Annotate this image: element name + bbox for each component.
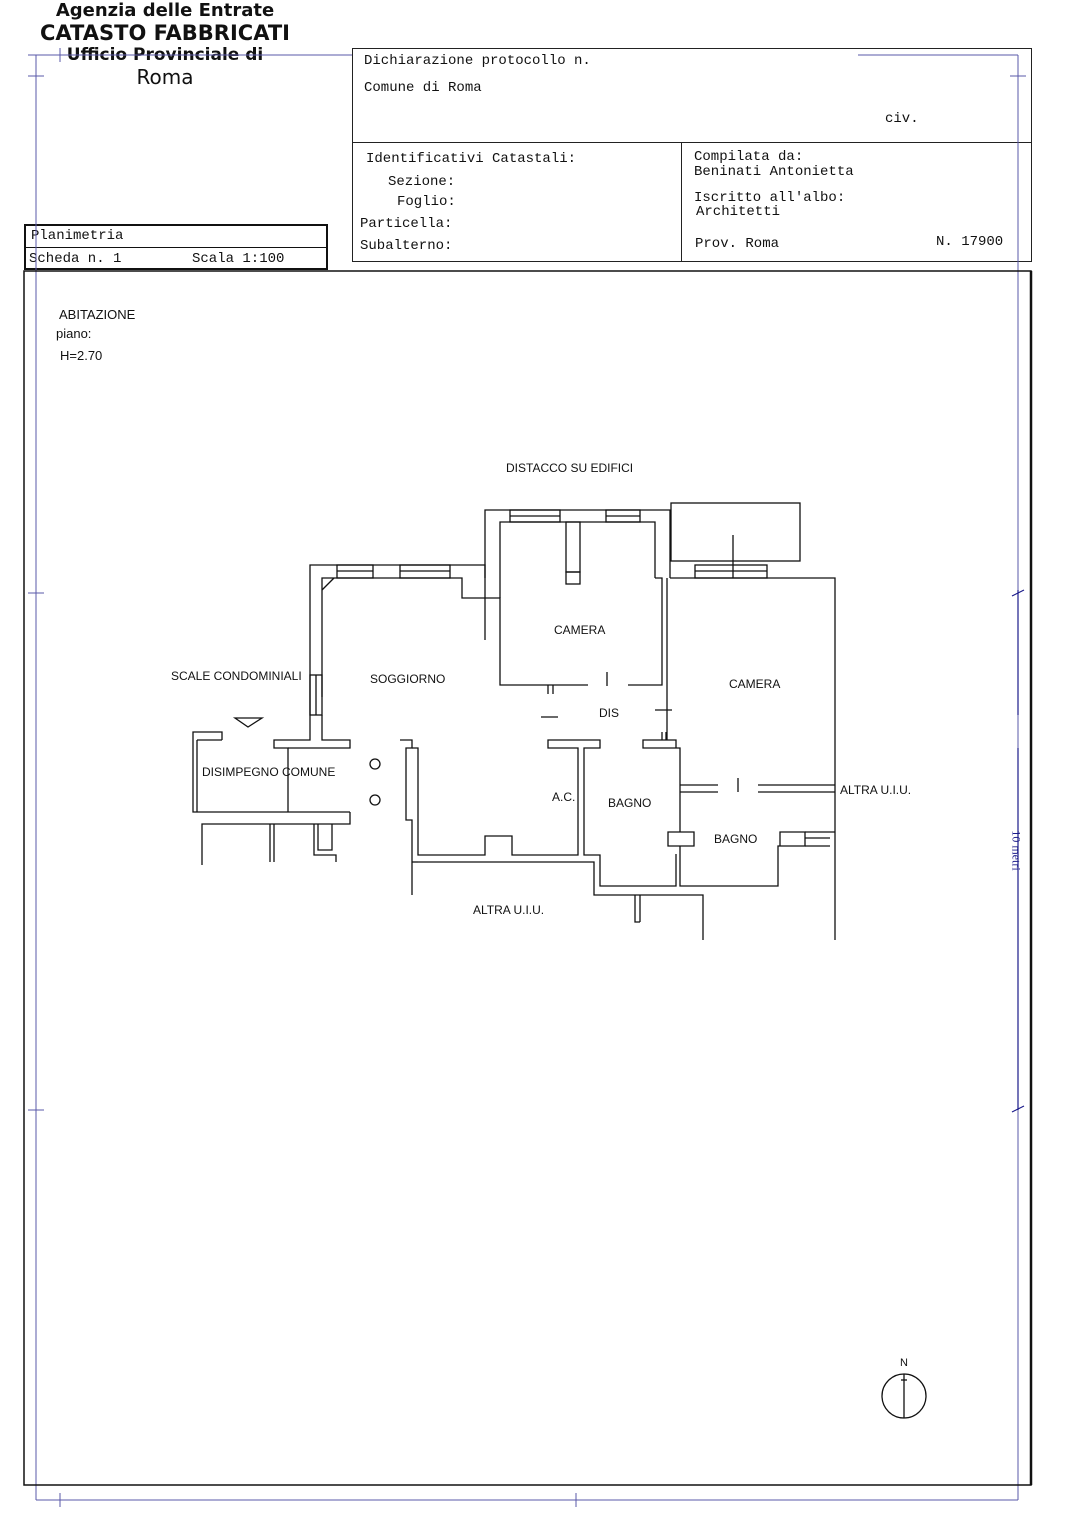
- ufficio-label: Ufficio Provinciale di: [66, 45, 264, 65]
- floor-label: piano:: [56, 326, 92, 341]
- plan-title: ABITAZIONE: [59, 307, 136, 322]
- ceiling-height: H=2.70: [60, 348, 103, 363]
- sezione-label: Sezione:: [388, 174, 456, 190]
- compilata-label: Compilata da:: [694, 149, 804, 165]
- agency-name: Agenzia delle Entrate: [55, 0, 275, 21]
- ufficio-city: Roma: [136, 65, 194, 89]
- particella-label: Particella:: [360, 216, 453, 232]
- room-ac: A.C.: [552, 790, 576, 804]
- north-label: N: [900, 1357, 908, 1369]
- protocol-label: Dichiarazione protocollo n.: [364, 53, 591, 69]
- doc-type-label: Planimetria: [31, 228, 124, 244]
- scheda-number: Scheda n. 1: [29, 251, 122, 267]
- registration-number: N. 17900: [936, 234, 1004, 250]
- foglio-label: Foglio:: [397, 194, 456, 210]
- disimpegno-comune-label: DISIMPEGNO COMUNE: [202, 765, 336, 779]
- civ-label: civ.: [885, 111, 919, 127]
- comune-label: Comune di Roma: [364, 80, 482, 96]
- room-camera-1: CAMERA: [554, 623, 606, 637]
- room-dis: DIS: [599, 706, 620, 720]
- distacco-label: DISTACCO SU EDIFICI: [506, 461, 634, 475]
- scale-condominiali-label: SCALE CONDOMINIALI: [171, 669, 302, 683]
- province-label: Prov. Roma: [695, 236, 780, 252]
- scale-bar-label: 10 metri: [1009, 830, 1024, 871]
- scale-label: Scala 1:100: [192, 251, 285, 267]
- room-soggiorno: SOGGIORNO: [370, 672, 446, 686]
- room-bagno-1: BAGNO: [608, 796, 652, 810]
- iscritto-value: Architetti: [696, 204, 781, 220]
- altra-uiu-right: ALTRA U.I.U.: [840, 783, 912, 797]
- compilata-name: Beninati Antonietta: [694, 164, 854, 180]
- room-bagno-2: BAGNO: [714, 832, 758, 846]
- catasto-title: CATASTO FABBRICATI: [40, 21, 290, 45]
- identificativi-label: Identificativi Catastali:: [366, 151, 577, 167]
- altra-uiu-bottom: ALTRA U.I.U.: [473, 903, 545, 917]
- room-camera-2: CAMERA: [729, 677, 781, 691]
- subalterno-label: Subalterno:: [360, 238, 453, 254]
- iscritto-label: Iscritto all'albo:: [694, 190, 846, 206]
